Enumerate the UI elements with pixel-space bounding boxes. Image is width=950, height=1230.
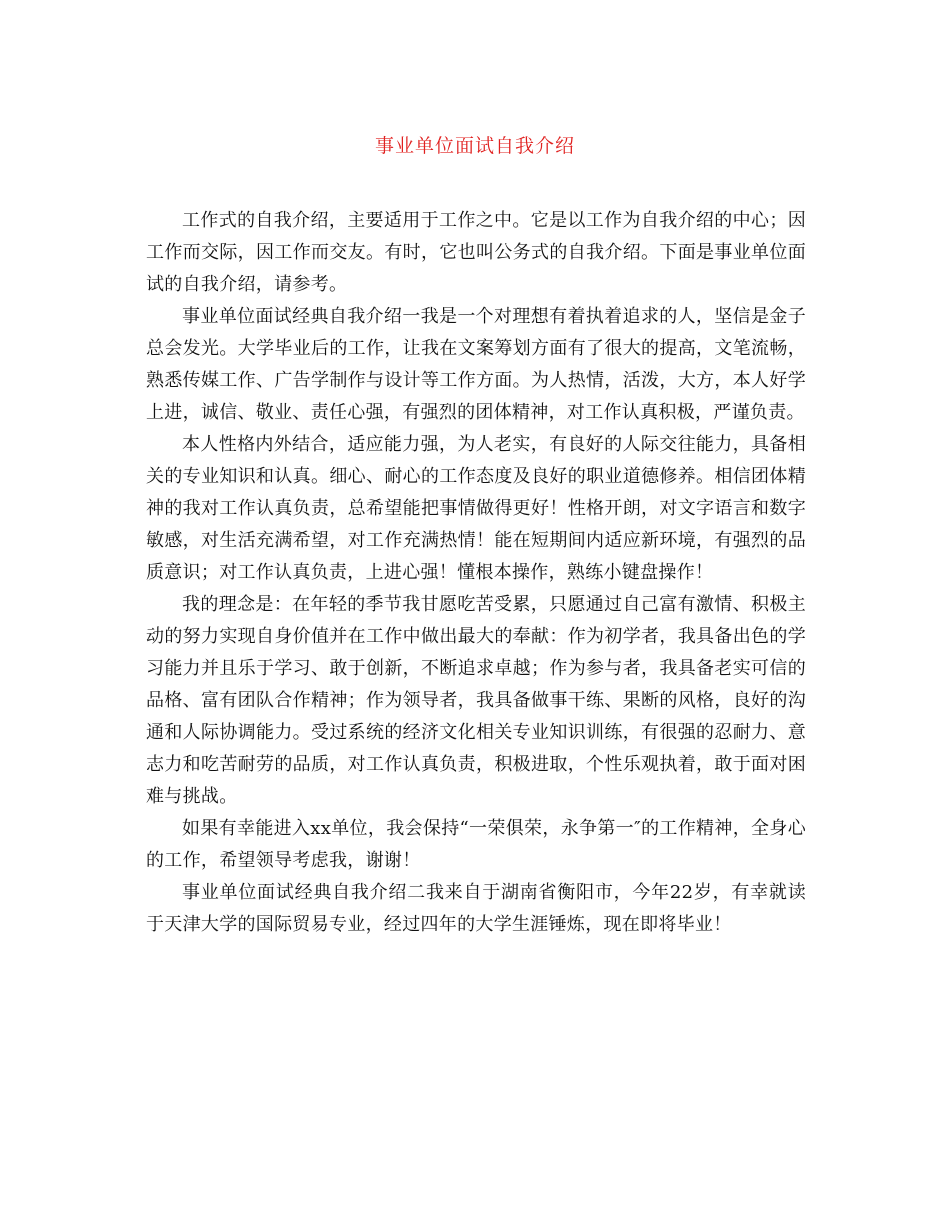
document-title: 事业单位面试自我介绍 xyxy=(374,135,575,157)
paragraph-intro-one: 事业单位面试经典自我介绍一我是一个对理想有着执着追求的人，坚信是金子总会发光。大学毕业后的工作，让我在文案筹划方面有了很大的提高，文笔流畅，熟悉传媒工作、广告学制作与设计等工作方面。为人热情，活泼，大方，本人好学上进，诚信、敬业、责任心强，有强烈的团体精神，对工作认真积极，严谨负责。 xyxy=(146,306,806,423)
paragraph-closing: 如果有幸能进入xx单位，我会保持“一荣俱荣，永争第一″的工作精神，全身心的工作，希望领导考虑我，谢谢！ xyxy=(146,818,806,871)
paragraph-personality: 本人性格内外结合，适应能力强，为人老实，有良好的人际交往能力，具备相关的专业知识和认真。细心、耐心的工作态度及良好的职业道德修养。相信团体精神的我对工作认真负责，总希望能把事情做得更好！性格开朗，对文字语言和数字敏感，对生活充满希望，对工作充满热情！能在短期间内适应新环境，有强烈的品质意识；对工作认真负责，上进心强！懂根本操作，熟练小键盘操作！ xyxy=(146,434,806,583)
paragraph-intro: 工作式的自我介绍，主要适用于工作之中。它是以工作为自我介绍的中心；因工作而交际，因工作而交友。有时，它也叫公务式的自我介绍。下面是事业单位面试的自我介绍，请参考。 xyxy=(146,210,806,295)
paragraph-philosophy: 我的理念是：在年轻的季节我甘愿吃苦受累，只愿通过自己富有激情、积极主动的努力实现自身价值并在工作中做出最大的奉献：作为初学者，我具备出色的学习能力并且乐于学习、敢于创新，不断追求卓越；作为参与者，我具备老实可信的品格、富有团队合作精神；作为领导者，我具备做事干练、果断的风格，良好的沟通和人际协调能力。受过系统的经济文化相关专业知识训练，有很强的忍耐力、意志力和吃苦耐劳的品质，对工作认真负责，积极进取，个性乐观执着，敢于面对困难与挑战。 xyxy=(146,594,806,807)
paragraph-intro-two: 事业单位面试经典自我介绍二我来自于湖南省衡阳市，今年22岁，有幸就读于天津大学的国际贸易专业，经过四年的大学生涯锤炼，现在即将毕业！ xyxy=(146,882,806,935)
document-body xyxy=(146,205,806,941)
